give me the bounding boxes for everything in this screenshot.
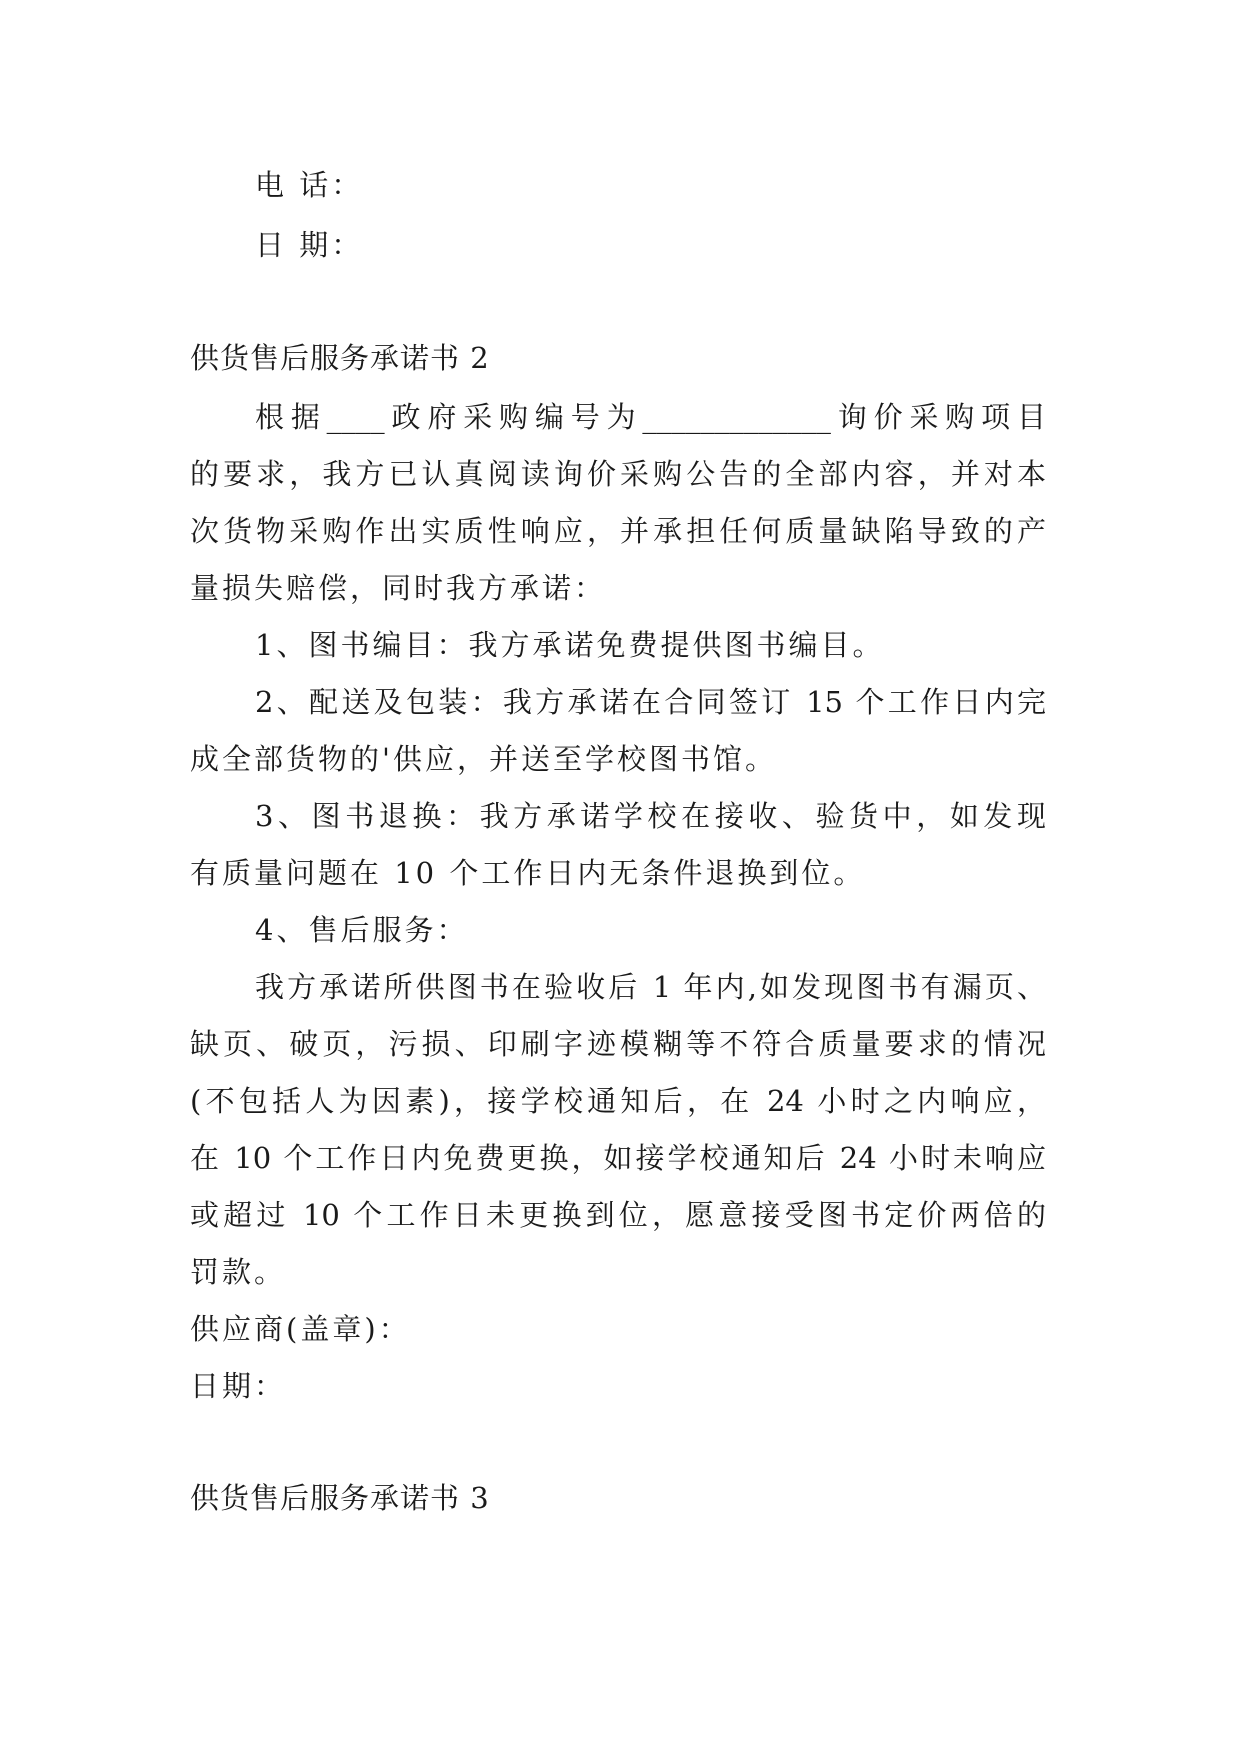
- service-line-3: (不包括人为因素)，接学校通知后，在 24 小时之内响应，: [190, 1084, 1046, 1118]
- item-2-line-1: 2、配送及包装：我方承诺在合同签订 15 个工作日内完: [255, 685, 1046, 719]
- letter-2-title: 供货售后服务承诺书 2: [190, 341, 490, 375]
- item-3-line-2: 有质量问题在 10 个工作日内无条件退换到位。: [190, 856, 866, 890]
- phone-label: 电 话：: [255, 168, 364, 202]
- letter-2-date-label: 日期：: [190, 1369, 287, 1403]
- intro-line-1: 根据____政府采购编号为_____________询价采购项目: [255, 400, 1046, 434]
- intro-line-3: 次货物采购作出实质性响应，并承担任何质量缺陷导致的产: [190, 514, 1046, 548]
- service-line-2: 缺页、破页，污损、印刷字迹模糊等不符合质量要求的情况: [190, 1027, 1046, 1061]
- item-1: 1、图书编目：我方承诺免费提供图书编目。: [255, 628, 885, 662]
- service-line-5: 或超过 10 个工作日未更换到位，愿意接受图书定价两倍的: [190, 1198, 1046, 1232]
- intro-line-2: 的要求，我方已认真阅读询价采购公告的全部内容，并对本: [190, 457, 1046, 491]
- service-line-4: 在 10 个工作日内免费更换，如接学校通知后 24 小时未响应: [190, 1141, 1046, 1175]
- service-line-6: 罚款。: [190, 1255, 287, 1289]
- intro-line-4: 量损失赔偿，同时我方承诺：: [190, 571, 607, 605]
- letter-3-title: 供货售后服务承诺书 3: [190, 1481, 490, 1515]
- item-4: 4、售后服务：: [255, 913, 469, 947]
- item-3-line-1: 3、图书退换：我方承诺学校在接收、验货中，如发现: [255, 799, 1046, 833]
- supplier-seal-label: 供应商(盖章)：: [190, 1312, 411, 1346]
- service-line-1: 我方承诺所供图书在验收后 1 年内,如发现图书有漏页、: [255, 970, 1046, 1004]
- item-2-line-2: 成全部货物的'供应，并送至学校图书馆。: [190, 742, 777, 776]
- date-label: 日 期：: [255, 228, 364, 262]
